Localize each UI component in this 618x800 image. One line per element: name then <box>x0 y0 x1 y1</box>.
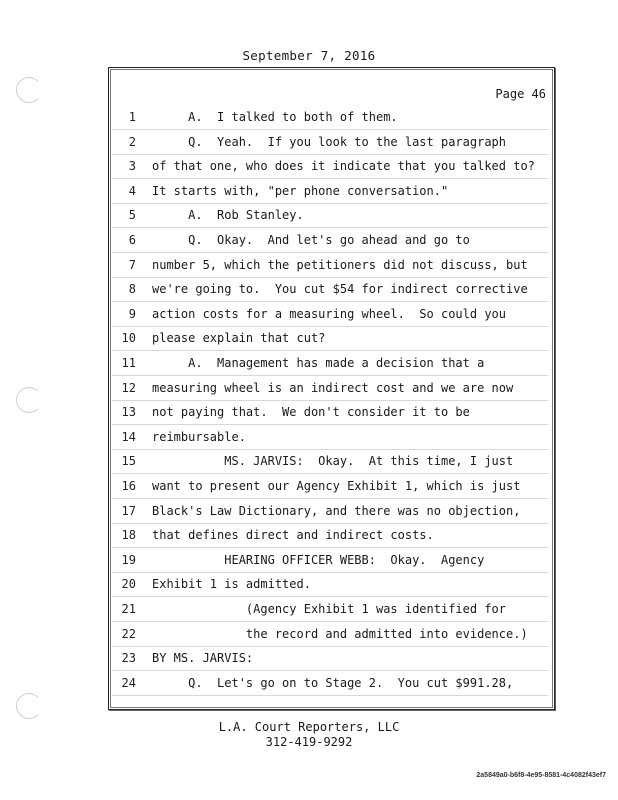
line-number: 10 <box>121 331 136 345</box>
transcript-line <box>112 504 550 528</box>
transcript-line <box>112 602 550 626</box>
line-rule <box>112 129 548 130</box>
line-text: Exhibit 1 is admitted. <box>152 577 311 591</box>
line-text: please explain that cut? <box>152 331 326 345</box>
line-text: not paying that. We don't consider it to be <box>152 405 470 419</box>
transcript-line <box>112 184 550 208</box>
line-number: 7 <box>128 258 136 272</box>
line-rule <box>112 498 548 499</box>
line-rule <box>112 547 548 548</box>
line-number: 1 <box>128 110 136 124</box>
line-text: measuring wheel is an indirect cost and we are now <box>152 381 514 395</box>
line-number: 22 <box>121 627 136 641</box>
transcript-line <box>112 381 550 405</box>
line-rule <box>112 621 548 622</box>
line-number: 4 <box>128 184 136 198</box>
line-text: MS. JARVIS: Okay. At this time, I just <box>152 454 514 468</box>
line-number: 15 <box>121 454 136 468</box>
line-number: 8 <box>128 282 136 296</box>
line-number: 6 <box>128 233 136 247</box>
line-rule <box>112 252 548 253</box>
line-text: A. Rob Stanley. <box>152 208 304 222</box>
line-number: 18 <box>121 528 136 542</box>
line-text: number 5, which the petitioners did not discuss, but <box>152 258 528 272</box>
line-number: 5 <box>128 208 136 222</box>
transcript-line <box>112 651 550 675</box>
line-rule <box>112 400 548 401</box>
line-number: 2 <box>128 135 136 149</box>
punch-hole-middle <box>16 387 42 413</box>
line-text: It starts with, "per phone conversation." <box>152 184 449 198</box>
transcript-line <box>112 553 550 577</box>
line-rule <box>112 670 548 671</box>
transcript-line <box>112 430 550 454</box>
transcript-line <box>112 627 550 651</box>
line-text: A. Management has made a decision that a <box>152 356 485 370</box>
line-rule <box>112 326 548 327</box>
line-text: action costs for a measuring wheel. So could you <box>152 307 507 321</box>
line-number: 9 <box>128 307 136 321</box>
line-number: 19 <box>121 553 136 567</box>
line-text: Q. Let's go on to Stage 2. You cut $991.28, <box>152 676 514 690</box>
transcript-line <box>112 110 550 134</box>
line-text: (Agency Exhibit 1 was identified for <box>152 602 507 616</box>
line-rule <box>112 695 548 696</box>
line-rule <box>112 375 548 376</box>
line-text: we're going to. You cut $54 for indirect corrective <box>152 282 528 296</box>
document-hash: 2a5849a0-b6f8-4e95-8581-4c4082f43ef7 <box>476 772 606 779</box>
line-text: BY MS. JARVIS: <box>152 651 254 665</box>
transcript-line <box>112 479 550 503</box>
line-text: of that one, who does it indicate that you talked to? <box>152 159 535 173</box>
transcript-line <box>112 282 550 306</box>
line-rule <box>112 301 548 302</box>
line-text: Q. Okay. And let's go ahead and go to <box>152 233 470 247</box>
line-number: 24 <box>121 676 136 690</box>
transcript-line <box>112 577 550 601</box>
line-text: HEARING OFFICER WEBB: Okay. Agency <box>152 553 485 567</box>
transcript-line <box>112 356 550 380</box>
transcript-line <box>112 331 550 355</box>
transcript-line <box>112 454 550 478</box>
line-rule <box>112 523 548 524</box>
line-number: 11 <box>121 356 136 370</box>
line-text: reimbursable. <box>152 430 246 444</box>
line-number: 14 <box>121 430 136 444</box>
line-text: want to present our Agency Exhibit 1, which is just <box>152 479 521 493</box>
line-rule <box>112 473 548 474</box>
transcript-line <box>112 159 550 183</box>
line-rule <box>112 154 548 155</box>
transcript-date: September 7, 2016 <box>242 48 376 63</box>
line-text: Black's Law Dictionary, and there was no objection, <box>152 504 521 518</box>
line-rule <box>112 424 548 425</box>
line-number: 16 <box>121 479 136 493</box>
line-number: 23 <box>121 651 136 665</box>
footer-phone: 312-419-9292 <box>265 735 353 749</box>
line-number: 20 <box>121 577 136 591</box>
line-text: A. I talked to both of them. <box>152 110 398 124</box>
punch-hole-top <box>16 77 42 103</box>
page-number: Page 46 <box>495 87 546 101</box>
transcript-line <box>112 528 550 552</box>
line-number: 13 <box>121 405 136 419</box>
line-number: 17 <box>121 504 136 518</box>
line-number: 12 <box>121 381 136 395</box>
transcript-line <box>112 405 550 429</box>
transcript-line <box>112 307 550 331</box>
line-rule <box>112 227 548 228</box>
line-rule <box>112 350 548 351</box>
transcript-line <box>112 233 550 257</box>
line-number: 21 <box>121 602 136 616</box>
transcript-line <box>112 208 550 232</box>
line-text: that defines direct and indirect costs. <box>152 528 434 542</box>
punch-hole-bottom <box>16 693 42 719</box>
line-rule <box>112 449 548 450</box>
line-rule <box>112 277 548 278</box>
line-text: the record and admitted into evidence.) <box>152 627 528 641</box>
line-number: 3 <box>128 159 136 173</box>
line-rule <box>112 203 548 204</box>
line-text: Q. Yeah. If you look to the last paragraph <box>152 135 507 149</box>
line-rule <box>112 572 548 573</box>
footer-company: L.A. Court Reporters, LLC <box>218 720 400 734</box>
line-rule <box>112 646 548 647</box>
line-rule <box>112 596 548 597</box>
transcript-line <box>112 135 550 159</box>
transcript-line <box>112 676 550 700</box>
transcript-line <box>112 258 550 282</box>
line-rule <box>112 178 548 179</box>
